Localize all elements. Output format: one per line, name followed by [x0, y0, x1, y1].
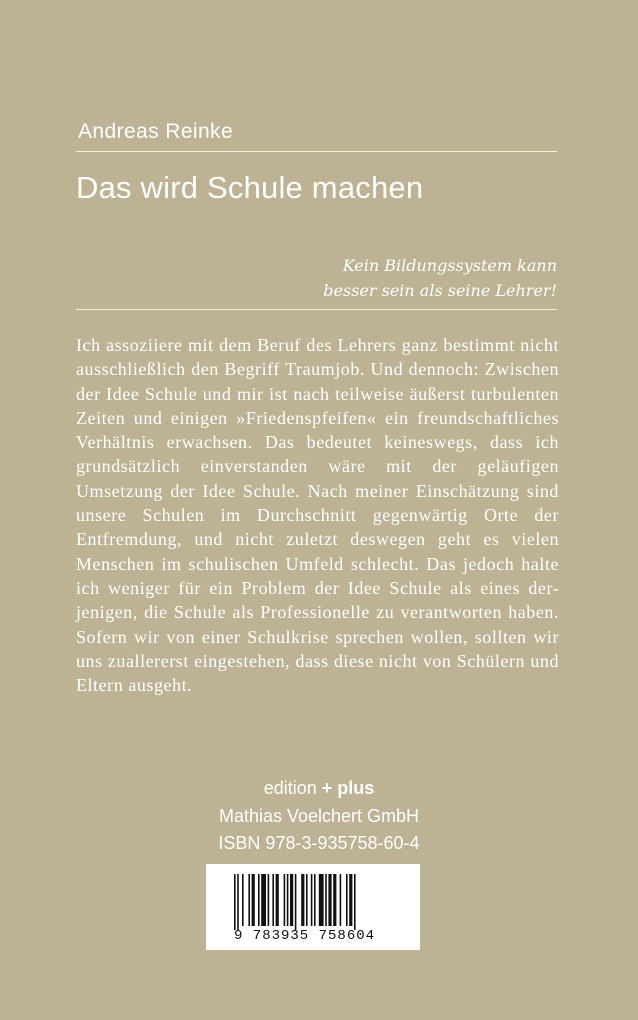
publisher-edition	[0, 776, 638, 800]
barcode-bar	[234, 874, 236, 930]
barcode-bar	[306, 874, 308, 926]
barcode-bar	[349, 874, 352, 926]
tagline-quote	[323, 253, 557, 303]
barcode-bar	[325, 874, 327, 926]
barcode-bar	[284, 874, 286, 926]
barcode-bar	[354, 874, 356, 930]
barcode-bar	[242, 874, 244, 926]
barcode-digits: 9 783935 758604	[234, 928, 376, 944]
barcode-bar	[261, 874, 266, 926]
barcode-bar	[287, 874, 289, 926]
isbn-number: ISBN 978-3-935758-60-4	[218, 833, 420, 853]
barcode-bar	[346, 874, 348, 926]
barcode-bar	[237, 874, 239, 930]
barcode-bar	[301, 874, 304, 926]
edition-word: edition	[263, 778, 317, 798]
barcode-bar	[290, 874, 293, 926]
blurb-text: Ich assoziiere mit dem Beruf des Lehrers ganz bestimmt nicht ausschließlich den Begriff Traumjob. Und dennoch: Zwischen der Idee Schule und mir ist nach teilweise äußerst turbulenten Zeiten und einigen »Friedenspfeifen« ein freundschaftliches Verhältnis erwachsen. Das bedeutet keineswegs, dass ich grundsätzlich einverstanden wäre mit der geläufigen Umsetzung der Idee Schule. Nach meiner Einschätzung sind unsere Schulen im Durchschnitt gegenwärtig Orte der Entfremdung, und nicht zuletzt deswegen geht es vielen Menschen im schulischen Umfeld schlecht. Das jedoch halte ich weniger für ein Problem der Idee Schule als eines derjenigen, die Schule als Professionelle zu verantworten haben. Sofern wir von einer Schulkrise sprechen wollen, sollten wir uns zuallererst eingestehen, dass diese nicht von Schülern und Eltern ausgeht.	[76, 335, 559, 696]
publisher-name: Mathias Voelchert GmbH	[218, 806, 420, 826]
barcode-bar	[314, 874, 316, 926]
barcode-bar	[252, 874, 255, 926]
author-name: Andreas Reinke	[78, 120, 234, 143]
barcode-bar	[295, 874, 297, 930]
quote-line-2: besser sein als seine Lehrer!	[323, 281, 557, 300]
author-divider	[76, 151, 557, 152]
barcode	[206, 864, 420, 950]
barcode-bar	[319, 874, 324, 926]
barcode-bar	[340, 874, 342, 926]
edition-plus: + plus	[321, 778, 375, 798]
quote-line-1: Kein Bildungssystem kann	[342, 256, 557, 275]
quote-divider	[76, 309, 557, 310]
barcode-bar	[268, 874, 270, 926]
barcode-bar	[248, 874, 250, 926]
barcode-bar	[258, 874, 260, 926]
barcode-bar	[328, 874, 331, 926]
barcode-bar	[333, 874, 336, 926]
barcode-bar	[311, 874, 313, 926]
barcode-bar	[276, 874, 279, 926]
book-title: Das wird Schule machen	[76, 170, 424, 205]
barcode-bar	[272, 874, 274, 926]
